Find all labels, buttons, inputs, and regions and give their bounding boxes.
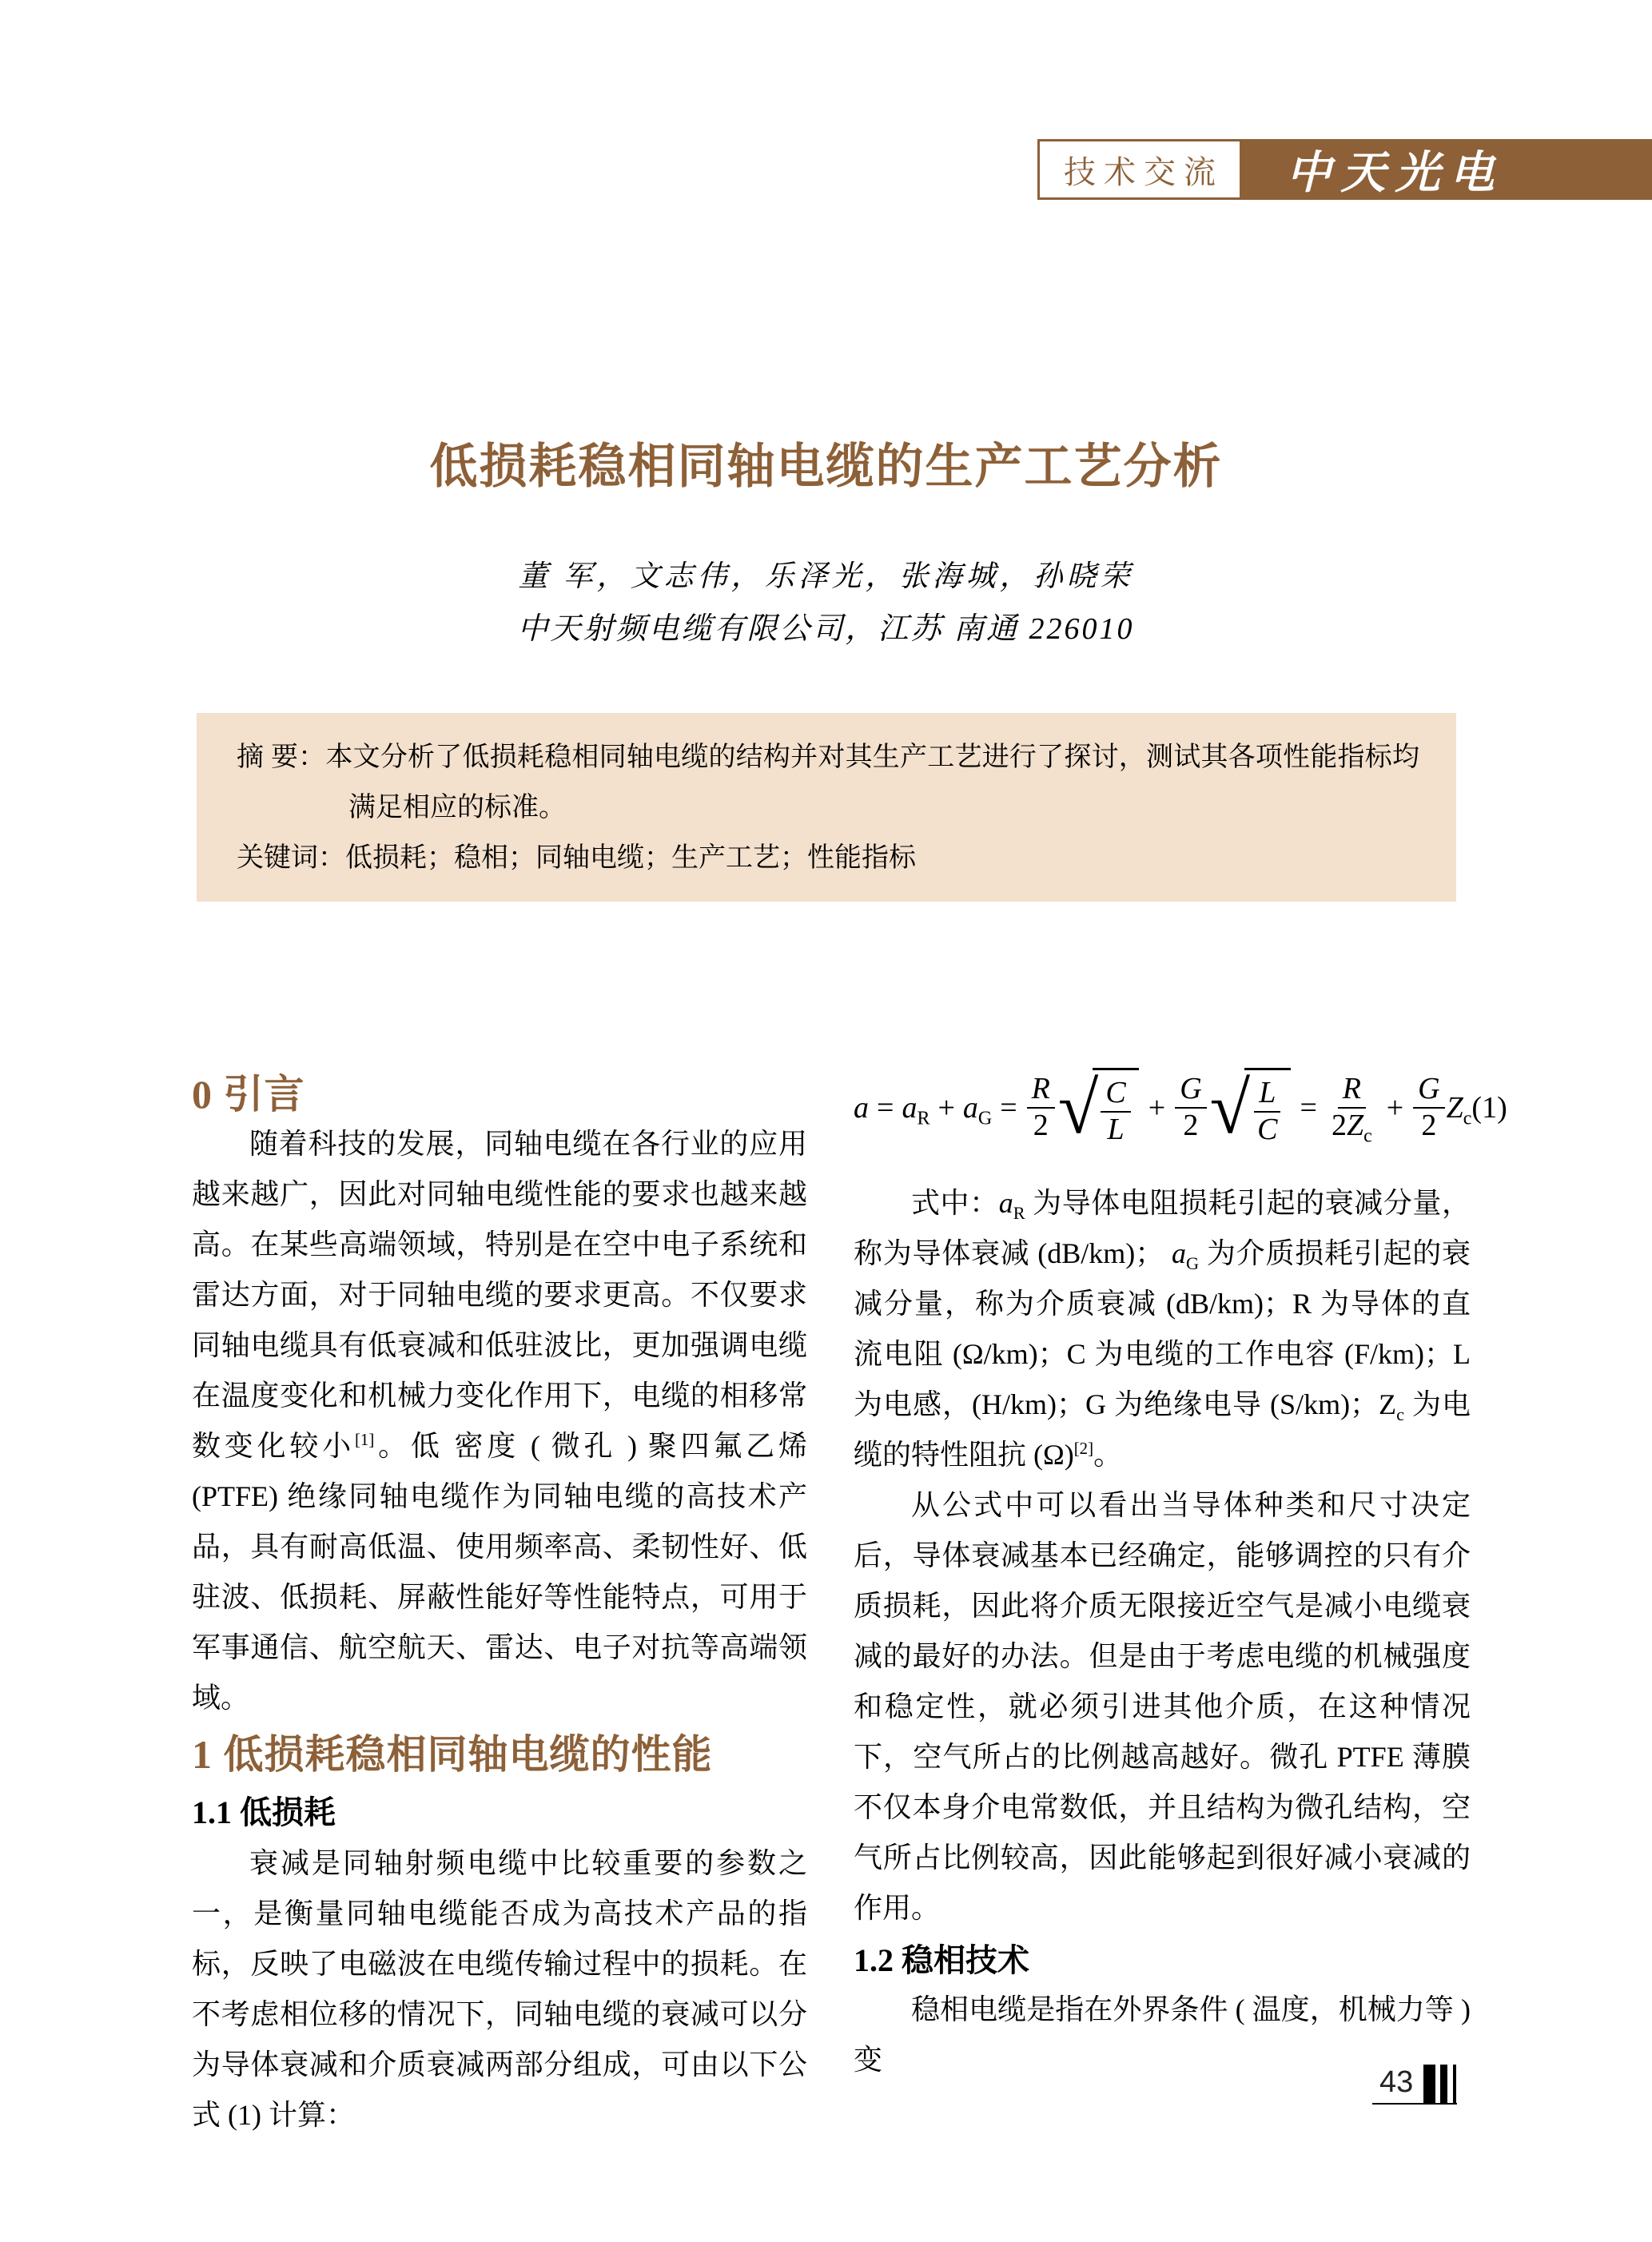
left-column — [192, 1069, 807, 2140]
citation-1: [1] — [354, 1430, 375, 1449]
section-1-2-heading: 1.2 稳相技术 — [854, 1942, 1029, 1978]
barcode-bar — [1440, 2065, 1447, 2104]
abstract-box — [197, 713, 1456, 902]
low-loss-paragraph: 衰减是同轴射频电缆中比较重要的参数之一，是衡量同轴电缆能否成为高技术产品的指标，反映了电磁波在电缆传输过程中的损耗。在不考虑相位移的情况下，同轴电缆的衰减可以分为导体衰减和介质衰减两部分组成，可由以下公式 (1) 计算： — [192, 1847, 807, 2131]
intro-paragraph — [192, 1119, 807, 1723]
sub-R: R — [917, 1108, 930, 1129]
var-aR: a — [902, 1091, 918, 1125]
section-0-heading: 0 引言 — [192, 1072, 305, 1117]
equation-number: (1) — [1471, 1091, 1507, 1125]
radical-sign: √ — [1057, 1066, 1099, 1149]
sub-G: G — [977, 1108, 993, 1129]
fraction-R-2Zc: $\frac{R}{2Z_c}$ — [1331, 1072, 1372, 1147]
section-1-heading: 1 低损耗稳相同轴电缆的性能 — [192, 1732, 713, 1777]
equation-1-body: a = $a_R$ + $a_G$ = $\frac{R}{2}$ √ $\frac{C}{L}$ + $\frac{G}{2}$ √ $\frac{L}{C}$ = $\frac{R}{2Z_c}$ + $\frac{G}{2}$ $Z_c$ — [854, 1066, 1472, 1149]
page-number: 43 — [1379, 2065, 1414, 2099]
intro-text-2: 。低 密度 ( 微孔 ) 聚四氟乙烯 (PTFE) 绝缘同轴电缆作为同轴电缆的高技术产品，具有耐高低温、使用频率高、柔韧性好、低驻波、低损耗、屏蔽性能好等性能特点，可用于军事通信、航空航天、雷达、电子对抗等高端领域。 — [192, 1430, 807, 1714]
journal-logo: 中天光电 — [1286, 149, 1504, 198]
keywords-paragraph — [237, 833, 1419, 883]
formula-explanation-paragraph: 式中：$a_R$ 为导体电阻损耗引起的衰减分量，称为导体衰减 (dB/km)； $a_G$ 为介质损耗引起的衰减分量，称为介质衰减 (dB/km)；R 为导体的直流电阻 (Ω/km)；C 为电缆的工作电容 (F/km)；L 为电感，(H/km)；G 为绝缘电导 (S/km)；$Z_c$ 为电缆的特性阻抗 (Ω)[2]。 — [854, 1187, 1471, 1471]
dielectric-paragraph: 从公式中可以看出当导体种类和尺寸决定后，导体衰减基本已经确定，能够调控的只有介质损耗，因此将介质无限接近空气是减小电缆衰减的最好的办法。但是由于考虑电缆的机械强度和稳定性，就必须引进其他介质，在这种情况下，空气所占的比例越高越好。微孔 PTFE 薄膜不仅本身介电常数低，并且结构为微孔结构，空气所占比例较高，因此能够起到很好减小衰减的作用。 — [854, 1489, 1471, 1924]
plus-sign: + — [937, 1091, 955, 1125]
abstract-text: 本文分析了低损耗稳相同轴电缆的结构并对其生产工艺进行了探讨，测试其各项性能指标均满足相应的标准。 — [325, 743, 1420, 822]
var-a: a — [854, 1091, 869, 1125]
sqrt-C-L: √ $\frac{C}{L}$ — [1058, 1068, 1139, 1147]
equals-sign: = — [877, 1091, 894, 1125]
plus-sign: + — [1386, 1091, 1404, 1125]
right-column — [854, 1053, 1507, 2085]
sqrt-L-C: √ $\frac{L}{C}$ — [1210, 1068, 1291, 1147]
fraction-G-2b: $\frac{G}{2}$ — [1413, 1072, 1444, 1143]
var-Zc: Z — [1446, 1091, 1463, 1125]
equals-sign: = — [1300, 1091, 1317, 1125]
citation-2: [2] — [1073, 1439, 1094, 1458]
intro-text-1: 随着科技的发展，同轴电缆在各行业的应用越来越广，因此对同轴电缆性能的要求也越来越高。在某些高端领域，特别是在空中电子系统和雷达方面，对于同轴电缆的要求更高。不仅要求同轴电缆具有低衰减和低驻波比，更加强调电缆在温度变化和机械力变化作用下，电缆的相移常数变化较小 — [192, 1128, 807, 1462]
keywords-text: 低损耗；稳相；同轴电缆；生产工艺；性能指标 — [345, 843, 916, 873]
authors-line: 董 军，文志伟，乐泽光，张海城，孙晓荣 — [518, 560, 1134, 593]
radical-sign: √ — [1209, 1066, 1251, 1149]
fraction-R-2: $\frac{R}{2}$ — [1027, 1072, 1055, 1143]
section-1-1-heading: 1.1 低损耗 — [192, 1794, 336, 1830]
affiliation-line: 中天射频电缆有限公司，江苏 南通 226010 — [517, 612, 1135, 646]
phase-stable-paragraph: 稳相电缆是指在外界条件 ( 温度，机械力等 ) 变 — [854, 1993, 1471, 2076]
abstract-paragraph — [237, 732, 1419, 833]
barcode-bar — [1453, 2065, 1456, 2104]
column-badge — [1037, 139, 1242, 200]
var-aG: a — [962, 1091, 978, 1125]
abstract-label: 摘 要： — [237, 743, 326, 772]
badge-label: 技术交流 — [1064, 154, 1224, 190]
barcode-bar — [1423, 2065, 1435, 2104]
header-bar — [1037, 139, 1652, 200]
paper-title: 低损耗稳相同轴电缆的生产工艺分析 — [429, 440, 1223, 493]
fraction-G-2: $\frac{G}{2}$ — [1175, 1072, 1206, 1143]
equals-sign: = — [1000, 1091, 1017, 1125]
keywords-label: 关键词： — [237, 843, 345, 873]
equation-1 — [854, 1053, 1507, 1162]
plus-sign: + — [1148, 1091, 1166, 1125]
explain-lead: 式中： — [911, 1187, 999, 1219]
